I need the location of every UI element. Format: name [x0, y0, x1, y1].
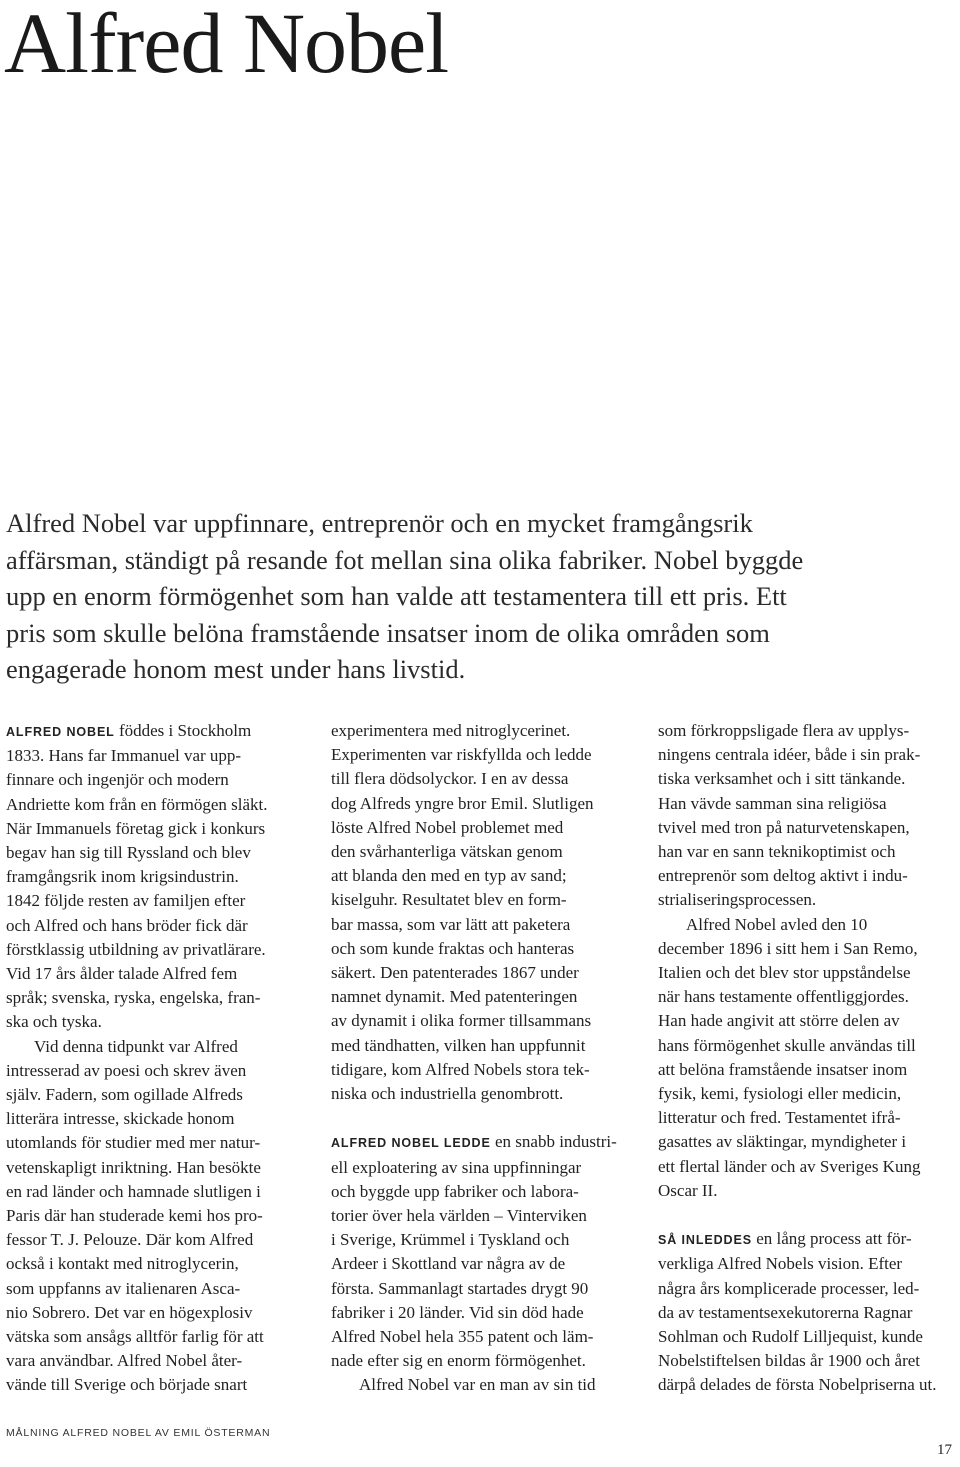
text-line: första. Sammanlagt startades drygt 90 — [331, 1278, 589, 1298]
text-line: Vid denna tidpunkt var Alfred — [34, 1036, 238, 1056]
lead-in-smallcaps: ALFRED NOBEL — [6, 725, 115, 739]
text-line: vätska som ansågs alltför farlig för att — [6, 1327, 264, 1347]
text-line: litteratur och fred. Testamentet ifrå- — [658, 1108, 901, 1128]
text-line: till flera dödsolyckor. I en av dessa — [331, 769, 569, 789]
text-line: Han vävde samman sina religiösa — [658, 793, 887, 813]
text-line: Sohlman och Rudolf Lilljequist, kunde — [658, 1327, 923, 1347]
text-line: vara användbar. Alfred Nobel åter- — [6, 1351, 243, 1371]
text-line: som uppfanns av italienaren Ascа- — [6, 1278, 241, 1298]
text-line: strialiseringsprocessen. — [658, 890, 817, 910]
text-line: 1842 följde resten av familjen efter — [6, 891, 246, 911]
paragraph-gap — [658, 1203, 958, 1227]
text-line: fysik, kemi, fysiologi eller medicin, — [658, 1084, 902, 1104]
lead-line: engagerade honom mest under hans livstid. — [6, 654, 466, 684]
text-line: När Immanuels företag gick i konkurs — [6, 818, 266, 838]
text-fragment: föddes i Stockholm — [114, 721, 252, 740]
text-line: säkert. Den patenterades 1867 under — [331, 963, 579, 983]
text-line: några års komplicerade processer, led- — [658, 1278, 920, 1298]
text-line: da av testamentsexekutorerna Ragnar — [658, 1302, 913, 1322]
text-line: Nobelstiftelsen bildas år 1900 och året — [658, 1351, 921, 1371]
lead-line: affärsman, ständigt på resande fot mellan sina olika fabriker. Nobel byggde — [6, 544, 804, 575]
text-line: Vid 17 års ålder talade Alfred fem — [6, 964, 238, 984]
lead-line: pris som skulle belöna framstående insatser inom de olika områden som — [6, 617, 770, 648]
text-line: Han hade angivit att större delen av — [658, 1011, 900, 1031]
text-line: som förkroppsligade flera av upplys- — [658, 721, 910, 740]
text-line: dog Alfreds yngre bror Emil. Slutligen — [331, 793, 594, 813]
text-line: fessor T. J. Pelouze. Där kom Alfred — [6, 1230, 254, 1250]
text-line: när hans testamente offentliggjordes. — [658, 987, 909, 1007]
text-line: framgångsrik inom krigsindustrin. — [6, 867, 239, 887]
text-line: niska och industriella genombrott. — [331, 1084, 564, 1104]
text-line: Italien och det blev stor uppståndelse — [658, 963, 911, 983]
text-line: och Alfred och hans bröder fick där — [6, 915, 248, 935]
text-line — [6, 719, 306, 744]
text-line: entreprenör som deltog aktivt i indu- — [658, 866, 908, 886]
body-column-2 — [331, 719, 631, 1398]
text-line: fabriker i 20 länder. Vid sin död hade — [331, 1302, 584, 1322]
text-line: bar massa, som var lätt att paketera — [331, 914, 571, 934]
text-line: och som kunde fraktas och hanteras — [331, 938, 575, 958]
text-line: en rad länder och hamnade slutligen i — [6, 1181, 261, 1201]
lead-line: upp en enorm förmögenhet som han valde att testamentera till ett pris. Ett — [6, 581, 787, 611]
text-line: språk; svenska, ryska, engelska, fran- — [6, 988, 261, 1008]
text-line: finnare och ingenjör och modern — [6, 770, 229, 790]
text-line: 1833. Hans far Immanuel var upp- — [6, 746, 242, 766]
text-line: verkliga Alfred Nobels vision. Efter — [658, 1254, 903, 1274]
text-line: intresserad av poesi och skrev även — [6, 1060, 247, 1080]
text-line: ett flertal länder och av Sveriges Kung — [658, 1156, 921, 1176]
text-line: löste Alfred Nobel problemet med — [331, 817, 564, 837]
text-line: ningens centrala idéer, både i sin prak- — [658, 745, 921, 765]
text-line: utomlands för studier med mer natur- — [6, 1133, 261, 1153]
text-line: ell exploatering av sina uppfinningar — [331, 1157, 582, 1177]
text-line: gasattes av släktingar, myndigheter i — [658, 1132, 907, 1152]
text-line: vetenskapligt inriktning. Han besökte — [6, 1157, 261, 1177]
text-line: därpå delades de första Nobelpriserna ut. — [658, 1375, 937, 1395]
text-line: hans förmögenhet skulle användas till — [658, 1035, 916, 1055]
text-line: kiselguhr. Resultatet blev en form- — [331, 890, 567, 910]
text-line: torier över hela världen – Vinterviken — [331, 1206, 587, 1226]
text-line: att belöna framstående insatser inom — [658, 1059, 908, 1079]
text-line: experimentera med nitroglycerinet. — [331, 721, 571, 740]
text-line: förstklassig utbildning av privatlärare. — [6, 939, 266, 959]
text-line: begav han sig till Ryssland och blev — [6, 843, 251, 863]
text-fragment: en lång process att för- — [751, 1229, 912, 1249]
text-line — [658, 1227, 958, 1252]
body-column-3 — [658, 719, 958, 1398]
text-line: litterära intresse, skickade honom — [6, 1109, 235, 1129]
text-line: Alfred Nobel hela 355 patent och läm- — [331, 1327, 594, 1347]
text-line — [331, 1130, 631, 1155]
text-line: tvivel med tron på naturvetenskapen, — [658, 817, 910, 837]
body-column-1 — [6, 719, 306, 1398]
text-line: tiska verksamhet och i sitt tänkande. — [658, 769, 906, 789]
text-line: nio Sobrero. Det var en högexplosiv — [6, 1302, 253, 1322]
text-line: Oscar II. — [658, 1180, 718, 1200]
lead-in-smallcaps: ALFRED NOBEL LEDDE — [331, 1136, 491, 1151]
text-line: Alfred Nobel avled den 10 — [686, 914, 868, 934]
text-line: december 1896 i sitt hem i San Remo, — [658, 938, 918, 958]
text-line: och byggde upp fabriker och labora- — [331, 1181, 579, 1201]
text-line: att blanda den med en typ av sand; — [331, 866, 567, 886]
text-line: med tändhatten, vilken han uppfunnit — [331, 1035, 586, 1055]
text-line: själv. Fadern, som ogillade Alfreds — [6, 1085, 243, 1105]
text-line: namnet dynamit. Med patenteringen — [331, 987, 578, 1007]
paragraph-gap — [331, 1106, 631, 1130]
lead-line: Alfred Nobel var uppfinnare, entreprenör och en mycket framgångsrik — [6, 508, 753, 538]
text-line: Andriette kom från en förmögen släkt. — [6, 794, 268, 814]
image-caption: MÅLNING ALFRED NOBEL AV EMIL ÖSTERMAN — [6, 1427, 271, 1439]
page-title: Alfred Nobel — [4, 0, 449, 91]
text-line: i Sverige, Krümmel i Tyskland och — [331, 1230, 570, 1250]
text-line: Paris där han studerade kemi hos pro- — [6, 1206, 263, 1226]
text-line: ska och tyska. — [6, 1012, 102, 1032]
text-line: Experimenten var riskfyllda och ledde — [331, 745, 592, 765]
text-line: Alfred Nobel var en man av sin tid — [359, 1375, 596, 1395]
text-line: han var en sann teknikoptimist och — [658, 842, 896, 862]
text-line: vände till Sverige och började snart — [6, 1375, 248, 1395]
text-line: nade efter sig en enorm förmögenhet. — [331, 1351, 586, 1371]
lead-paragraph — [6, 505, 956, 688]
text-line: Ardeer i Skottland var några av de — [331, 1254, 566, 1274]
text-line: av dynamit i olika former tillsammans — [331, 1011, 592, 1031]
text-line: den svårhanterliga vätskan genom — [331, 842, 563, 862]
text-line: tidigare, kom Alfred Nobels stora tek- — [331, 1059, 590, 1079]
text-fragment: en snabb industri- — [490, 1132, 617, 1152]
lead-in-smallcaps: SÅ INLEDDES — [658, 1233, 752, 1248]
page-number: 17 — [937, 1442, 952, 1458]
text-line: också i kontakt med nitroglycerin, — [6, 1254, 239, 1274]
